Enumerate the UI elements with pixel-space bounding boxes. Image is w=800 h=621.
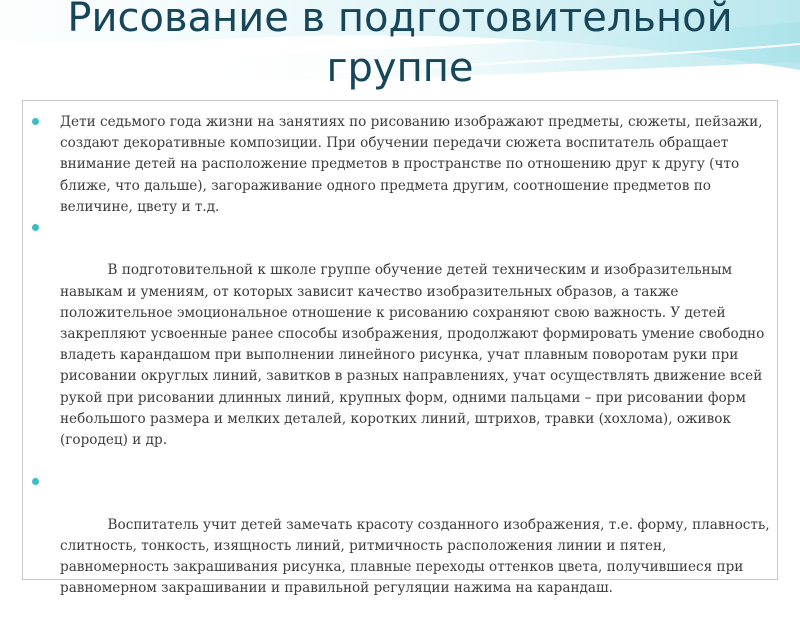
- paragraph-3: [32, 472, 772, 620]
- slide-body: [32, 112, 772, 621]
- bullet-dot-icon: [32, 478, 39, 485]
- title-line-1: Рисование в подготовительной: [67, 0, 733, 41]
- bullet-dot-icon: [32, 224, 39, 231]
- slide-title: [0, 0, 800, 92]
- paragraph-3-text: Воспитатель учит детей замечать красоту созданного изображения, т.е. форму, плавность, слитность, тонкость, изящность линий, ритмичность расположения линии и пятен, равномерность закрашивания рисунка, плавные переходы оттенков цвета, получившиеся при равномерном закрашивании и правильной регуляции нажима на карандаш.: [60, 516, 774, 597]
- paragraph-2-text: В подготовительной к школе группе обучение детей техническим и изобразительным навыкам и умениям, от которых зависит качество изобразительных образов, а также положительное эмоциональное отношение к рисованию сохраняют свою важность. У детей закрепляют усвоенные ранее способы изображения, продолжают формировать умение свободно владеть карандашом при выполнении линейного рисунка, учат плавным поворотам руки при рисовании округлых линий, завитков в разных направлениях, учат осуществлять движение всей рукой при рисовании длинных линий, крупных форм, одними пальцами – при рисовании форм небольшого размера и мелких деталей, коротких линий, штрихов, травки (хохлома), оживок (городец) и др.: [60, 262, 769, 449]
- title-line-2: группе: [326, 45, 474, 91]
- paragraph-1-text: Дети седьмого года жизни на занятиях по рисованию изображают предметы, сюжеты, пейзажи, создают декоративные композиции. При обучении передачи сюжета воспитатель обращает внимание детей на расположение предметов в пространстве по отношению друг к другу (что ближе, что дальше), загораживание одного предмета другим, соотношение предметов по величине, цвету и т.д.: [60, 114, 763, 215]
- paragraph-1: [32, 112, 772, 218]
- paragraph-2: [32, 218, 772, 472]
- bullet-dot-icon: [32, 118, 39, 125]
